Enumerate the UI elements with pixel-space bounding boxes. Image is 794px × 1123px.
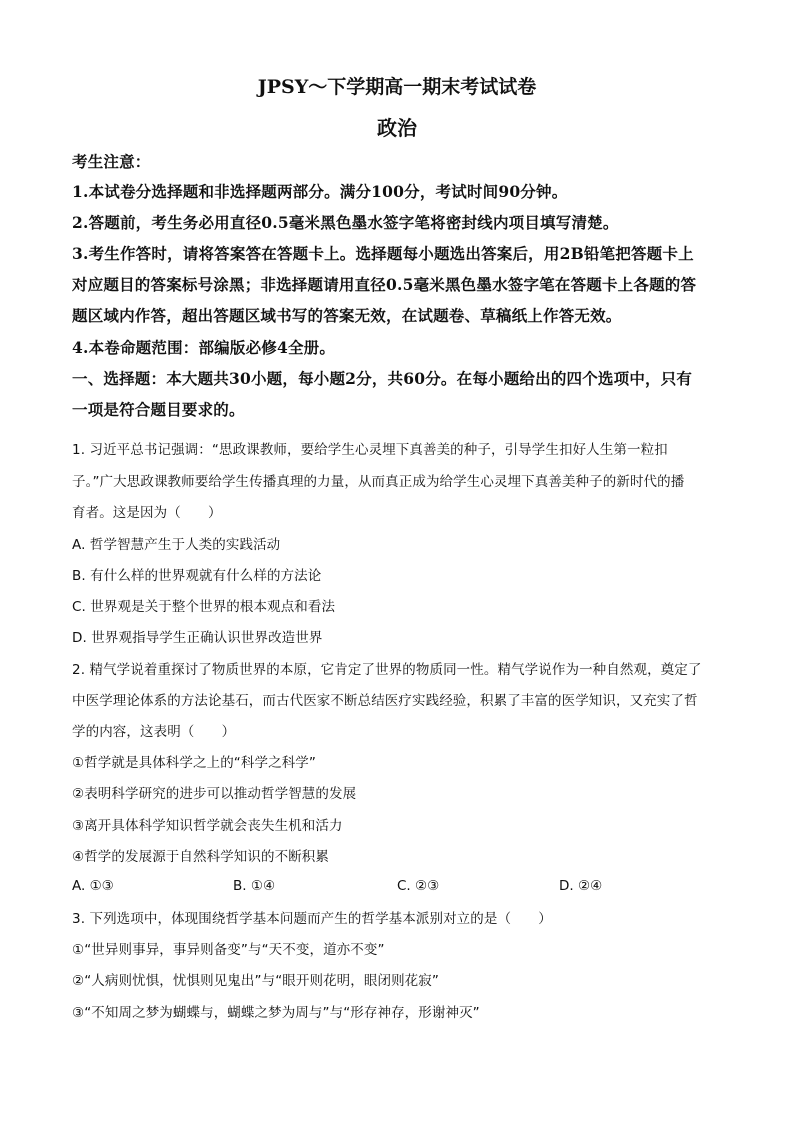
notice-line-3b: 对应题目的答案标号涂黑；非选择题请用直径0.5毫米黑色墨水签字笔在答题卡上各题的答 xyxy=(72,275,697,294)
q1-stem-line-1: 1. 习近平总书记强调：“思政课教师，要给学生心灵埋下真善美的种子，引导学生扣好人生第一粒扣 xyxy=(72,442,668,458)
subject-title: 政治 xyxy=(377,116,417,140)
q1-stem-line-3: 育者。这是因为（ ） xyxy=(72,505,222,521)
exam-title: JPSY～下学期高一期末考试试卷 xyxy=(257,76,537,98)
q2-stem-line-2: 中医学理论体系的方法论基石，而古代医家不断总结医疗实践经验，积累了丰富的医学知识，又充实了哲 xyxy=(72,693,698,709)
q1-option-b: B. 有什么样的世界观就有什么样的方法论 xyxy=(72,568,322,584)
q1-option-c: C. 世界观是关于整个世界的根本观点和看法 xyxy=(72,599,336,615)
q2-statement-2: ②表明科学研究的进步可以推动哲学智慧的发展 xyxy=(72,786,357,802)
q1-option-a: A. 哲学智慧产生于人类的实践活动 xyxy=(72,537,281,553)
q3-stem: 3. 下列选项中，体现围绕哲学基本问题而产生的哲学基本派别对立的是（ ） xyxy=(72,911,552,927)
q2-statement-3: ③离开具体科学知识哲学就会丧失生机和活力 xyxy=(72,818,343,834)
section-heading-a: 一、选择题：本大题共30小题，每小题2分，共60分。在每小题给出的四个选项中，只有 xyxy=(72,369,693,388)
q2-choice-b: B. ①④ xyxy=(233,878,276,894)
notice-line-3a: 3.考生作答时，请将答案答在答题卡上。选择题每小题选出答案后，用2B铅笔把答题卡上 xyxy=(72,244,694,263)
q2-choice-c: C. ②③ xyxy=(397,878,440,894)
q2-statement-1: ①哲学就是具体科学之上的“科学之科学” xyxy=(72,755,316,771)
q2-stem-line-3: 学的内容，这表明（ ） xyxy=(72,724,236,740)
notice-heading: 考生注意： xyxy=(72,152,151,171)
notice-line-2: 2.答题前，考生务必用直径0.5毫米黑色墨水签字笔将密封线内项目填写清楚。 xyxy=(72,213,619,232)
q3-statement-3: ③“不知周之梦为蝴蝶与，蝴蝶之梦为周与”与“形存神存，形谢神灭” xyxy=(72,1005,480,1021)
q1-stem-line-2: 子。”广大思政课教师要给学生传播真理的力量，从而真正成为给学生心灵埋下真善美种子的新时代的播 xyxy=(72,474,685,490)
notice-line-1: 1.本试卷分选择题和非选择题两部分。满分100分，考试时间90分钟。 xyxy=(72,182,568,201)
q2-choice-d: D. ②④ xyxy=(559,878,603,894)
q2-stem-line-1: 2. 精气学说着重探讨了物质世界的本原，它肯定了世界的物质同一性。精气学说作为一种自然观，奠定了 xyxy=(72,662,702,678)
q1-option-d: D. 世界观指导学生正确认识世界改造世界 xyxy=(72,630,323,646)
notice-line-3c: 题区域内作答，超出答题区域书写的答案无效，在试题卷、草稿纸上作答无效。 xyxy=(72,306,622,325)
q3-statement-2: ②“人病则忧惧，忧惧则见鬼出”与“眼开则花明，眼闭则花寂” xyxy=(72,973,439,989)
q2-statement-4: ④哲学的发展源于自然科学知识的不断积累 xyxy=(72,849,330,865)
notice-line-4: 4.本卷命题范围：部编版必修4全册。 xyxy=(72,338,336,357)
q2-choice-a: A. ①③ xyxy=(72,878,114,894)
section-heading-b: 一项是符合题目要求的。 xyxy=(72,400,245,419)
q3-statement-1: ①“世异则事异，事异则备变”与“天不变，道亦不变” xyxy=(72,942,385,958)
